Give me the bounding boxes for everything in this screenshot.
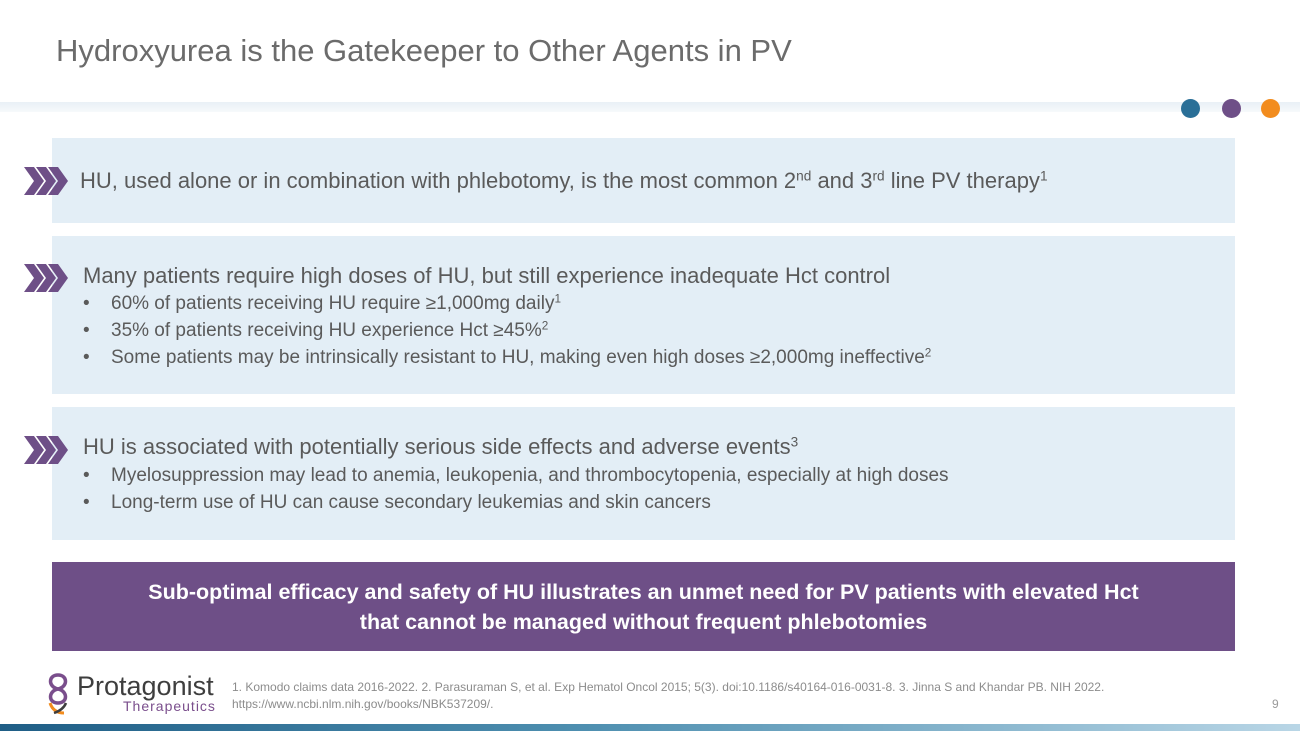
chevron-arrows-icon [22,434,68,466]
protagonist-logo [44,671,224,715]
bullet-item: • Long-term use of HU can cause secondary leukemias and skin cancers [83,492,711,513]
panel-3-heading: HU is associated with potentially serious side effects and adverse events$^3$ [83,434,799,459]
panel-2-heading: Many patients require high doses of HU, but still experience inadequate Hct control [83,263,891,288]
logo-name: Protagonist [77,671,214,701]
callout-line-1: Sub-optimal efficacy and safety of HU illustrates an unmet need for PV patients with elevated Hct [148,580,1139,604]
panel-high-doses [52,236,1235,394]
slide-title: Hydroxyurea is the Gatekeeper to Other Agents in PV [56,33,792,68]
footnote-line-2: https://www.ncbi.nlm.nih.gov/books/NBK537209/. [232,697,494,711]
bullet-item: • Some patients may be intrinsically resistant to HU, making even high doses ≥2,000mg ineffective$^2$ [83,346,932,368]
blue-dot-icon [1181,99,1200,118]
purple-dot-icon [1222,99,1241,118]
callout-line-2: that cannot be managed without frequent phlebotomies [359,610,928,634]
footnote-line-1: 1. Komodo claims data 2016-2022. 2. Parasuraman S, et al. Exp Hematol Oncol 2015; 5(3). doi:10.1186/s40164-016-0031-8. 3. Jinna S and Khandar PB. NIH 2022. [232,680,1105,694]
orange-dot-icon [1261,99,1280,118]
callout-banner [52,562,1235,651]
bullet-item: • 60% of patients receiving HU require ≥1,000mg daily$^1$ [83,292,561,314]
footer-bar [0,724,1300,731]
chevron-arrows-icon [22,165,68,197]
logo-mark-icon [44,673,72,715]
logo-subtitle: Therapeutics [123,698,216,714]
header-rule [0,102,1300,112]
footnote [232,679,1192,713]
page-number: 9 [1272,697,1279,711]
bullet-item: • Myelosuppression may lead to anemia, leukopenia, and thrombocytopenia, especially at high doses [83,465,949,486]
panel-1-heading: HU, used alone or in combination with phlebotomy, is the most common 2nd and 3rd line PV therapy$^1$ [80,168,1048,193]
bullet-item: • 35% of patients receiving HU experience Hct ≥45%$^2$ [83,319,549,341]
chevron-arrows-icon [22,262,68,294]
